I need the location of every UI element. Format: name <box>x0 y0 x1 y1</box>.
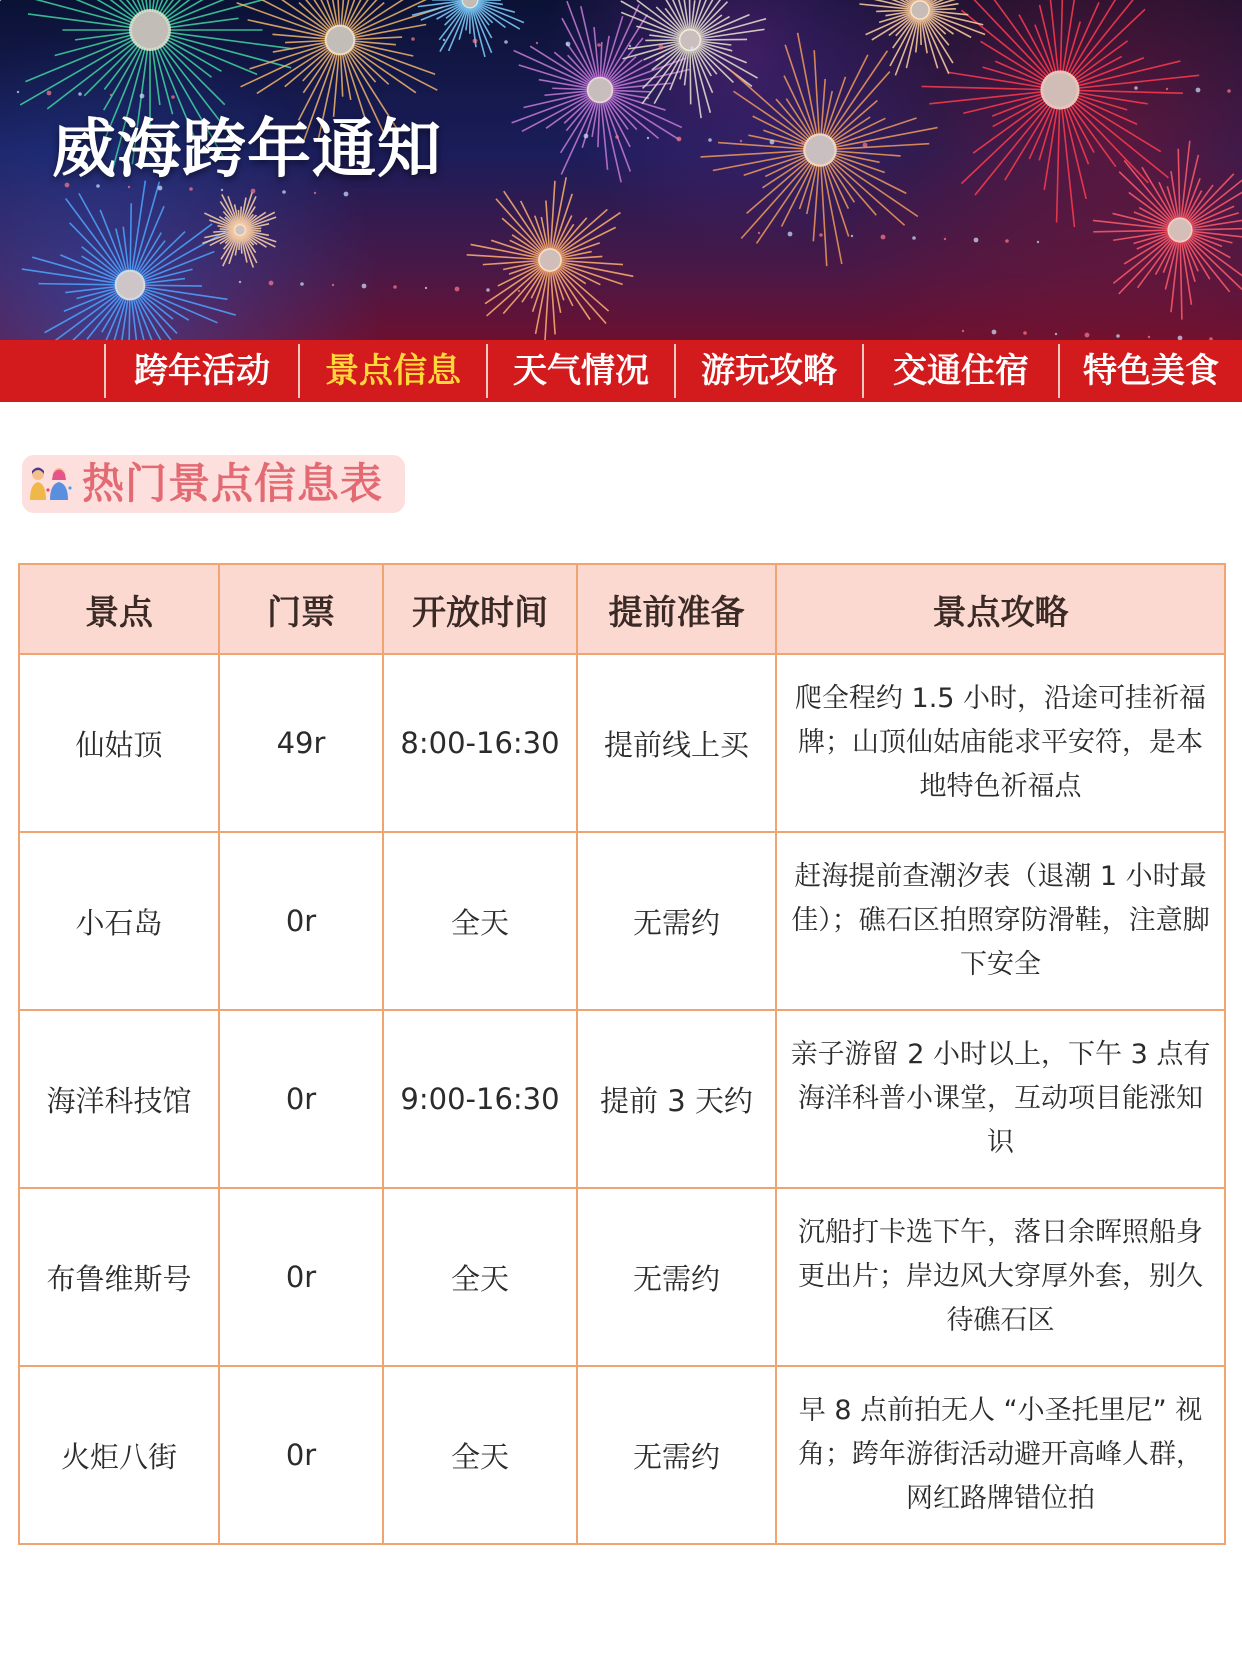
sparkle <box>314 192 316 194</box>
sparkle <box>788 232 793 237</box>
sparkle <box>1134 86 1138 90</box>
table-row <box>19 1010 1225 1188</box>
sparkle <box>269 281 274 286</box>
column-header-ticket: 门票 <box>219 564 383 654</box>
sparkle <box>1037 241 1039 243</box>
table-header-row <box>19 564 1225 654</box>
sparkle <box>536 42 538 44</box>
people-icon <box>28 466 72 502</box>
cell-opening-hours: 全天 <box>383 1366 577 1544</box>
sparkle <box>1148 336 1150 338</box>
sparkle <box>78 92 82 96</box>
sparkle <box>758 232 760 234</box>
sparkle <box>425 287 427 289</box>
banner-title: 威海跨年通知 <box>52 113 442 187</box>
sparkle <box>962 330 964 332</box>
sparkle <box>239 281 241 283</box>
sparkle <box>486 288 490 292</box>
sparkle <box>443 39 445 41</box>
sparkle <box>566 42 571 47</box>
sparkle <box>677 137 682 142</box>
sparkle <box>362 284 367 289</box>
cell-guide: 赶海提前查潮汐表（退潮 1 小时最佳）；礁石区拍照穿防滑鞋，注意脚下安全 <box>776 832 1225 1010</box>
firework-burst <box>22 181 236 340</box>
sparkle <box>17 91 19 93</box>
cell-guide: 亲子游留 2 小时以上，下午 3 点有海洋科普小课堂，互动项目能涨知识 <box>776 1010 1225 1188</box>
column-header-preparation: 提前准备 <box>577 564 776 654</box>
cell-attraction: 小石岛 <box>19 832 219 1010</box>
cell-opening-hours: 8:00-16:30 <box>383 654 577 832</box>
column-header-attraction: 景点 <box>19 564 219 654</box>
cell-attraction: 布鲁维斯号 <box>19 1188 219 1366</box>
nav-tab-new-year-events[interactable]: 跨年活动 <box>134 351 270 391</box>
cell-preparation: 提前 3 天约 <box>577 1010 776 1188</box>
sparkle <box>504 40 508 44</box>
cell-ticket: 0r <box>219 1366 383 1544</box>
table-row <box>19 1188 1225 1366</box>
sparkle <box>597 43 601 47</box>
sparkle <box>615 135 619 139</box>
sparkle <box>0 0 1 1</box>
cell-attraction: 火炬八街 <box>19 1366 219 1544</box>
sparkle <box>1227 89 1231 93</box>
cell-preparation: 无需约 <box>577 1366 776 1544</box>
sparkle <box>1055 333 1057 335</box>
sparkle <box>647 137 649 139</box>
nav-tab-weather[interactable]: 天气情况 <box>513 351 649 391</box>
sparkle <box>801 141 805 145</box>
table-row <box>19 1366 1225 1544</box>
sparkle <box>110 94 112 96</box>
sparkle <box>740 140 742 142</box>
cell-ticket: 0r <box>219 1010 383 1188</box>
sparkle <box>332 284 334 286</box>
cell-preparation: 无需约 <box>577 832 776 1010</box>
sparkle <box>659 45 664 50</box>
sparkle <box>344 192 349 197</box>
cell-attraction: 仙姑顶 <box>19 654 219 832</box>
sparkle <box>411 37 415 41</box>
sparkle <box>1023 331 1027 335</box>
sparkle <box>881 235 886 240</box>
cell-ticket: 49r <box>219 654 383 832</box>
category-nav-bar <box>0 340 1242 402</box>
firework-burst <box>700 33 937 266</box>
firework-burst <box>1093 141 1242 320</box>
table-row <box>19 832 1225 1010</box>
firework-burst <box>412 0 525 57</box>
sparkle <box>1005 239 1009 243</box>
cell-guide: 早 8 点前拍无人 “小圣托里尼” 视角；跨年游街活动避开高峰人群，网红路牌错位拍 <box>776 1366 1225 1544</box>
nav-tab-attractions[interactable]: 景点信息 <box>325 351 461 391</box>
sparkle <box>708 138 712 142</box>
cell-opening-hours: 全天 <box>383 1188 577 1366</box>
firework-burst <box>852 0 985 75</box>
sparkle <box>473 39 478 44</box>
sparkle <box>1166 88 1168 90</box>
sparkle <box>944 238 946 240</box>
firework-burst <box>621 0 766 118</box>
hero-banner <box>0 0 1242 340</box>
cell-attraction: 海洋科技馆 <box>19 1010 219 1188</box>
nav-tab-local-food[interactable]: 特色美食 <box>1083 351 1219 391</box>
cell-opening-hours: 全天 <box>383 832 577 1010</box>
sparkle <box>282 190 286 194</box>
cell-guide: 沉船打卡选下午，落日余晖照船身更出片；岸边风大穿厚外套，别久待礁石区 <box>776 1188 1225 1366</box>
cell-ticket: 0r <box>219 832 383 1010</box>
column-header-opening-hours: 开放时间 <box>383 564 577 654</box>
cell-guide: 爬全程约 1.5 小时，沿途可挂祈福牌；山顶仙姑庙能求平安符，是本地特色祈福点 <box>776 654 1225 832</box>
sparkle <box>992 330 997 335</box>
sparkle <box>584 134 589 139</box>
cell-preparation: 无需约 <box>577 1188 776 1366</box>
sparkle <box>1085 333 1090 338</box>
column-header-guide: 景点攻略 <box>776 564 1225 654</box>
sparkle <box>455 287 460 292</box>
sparkle <box>770 140 775 145</box>
attractions-table <box>18 563 1226 1545</box>
sparkle <box>833 143 835 145</box>
sparkle <box>1116 334 1120 338</box>
sparkle <box>863 143 868 148</box>
firework-burst <box>202 192 276 267</box>
sparkle <box>974 238 979 243</box>
sparkle <box>47 91 52 96</box>
table-row <box>19 654 1225 832</box>
cell-preparation: 提前线上买 <box>577 654 776 832</box>
firework-burst <box>467 177 634 340</box>
cell-opening-hours: 9:00-16:30 <box>383 1010 577 1188</box>
sparkle <box>393 285 397 289</box>
sparkle <box>1196 88 1201 93</box>
cell-ticket: 0r <box>219 1188 383 1366</box>
sparkle <box>851 235 853 237</box>
sparkle <box>518 290 520 292</box>
section-heading <box>22 455 405 513</box>
sparkle <box>819 233 823 237</box>
nav-tab-transport-lodging[interactable]: 交通住宿 <box>893 351 1029 391</box>
sparkle <box>300 282 304 286</box>
sparkle <box>629 45 631 47</box>
sparkle <box>912 236 916 240</box>
sparkle <box>690 46 694 50</box>
nav-tab-travel-guide[interactable]: 游玩攻略 <box>701 351 837 391</box>
section-title: 热门景点信息表 <box>82 459 384 508</box>
